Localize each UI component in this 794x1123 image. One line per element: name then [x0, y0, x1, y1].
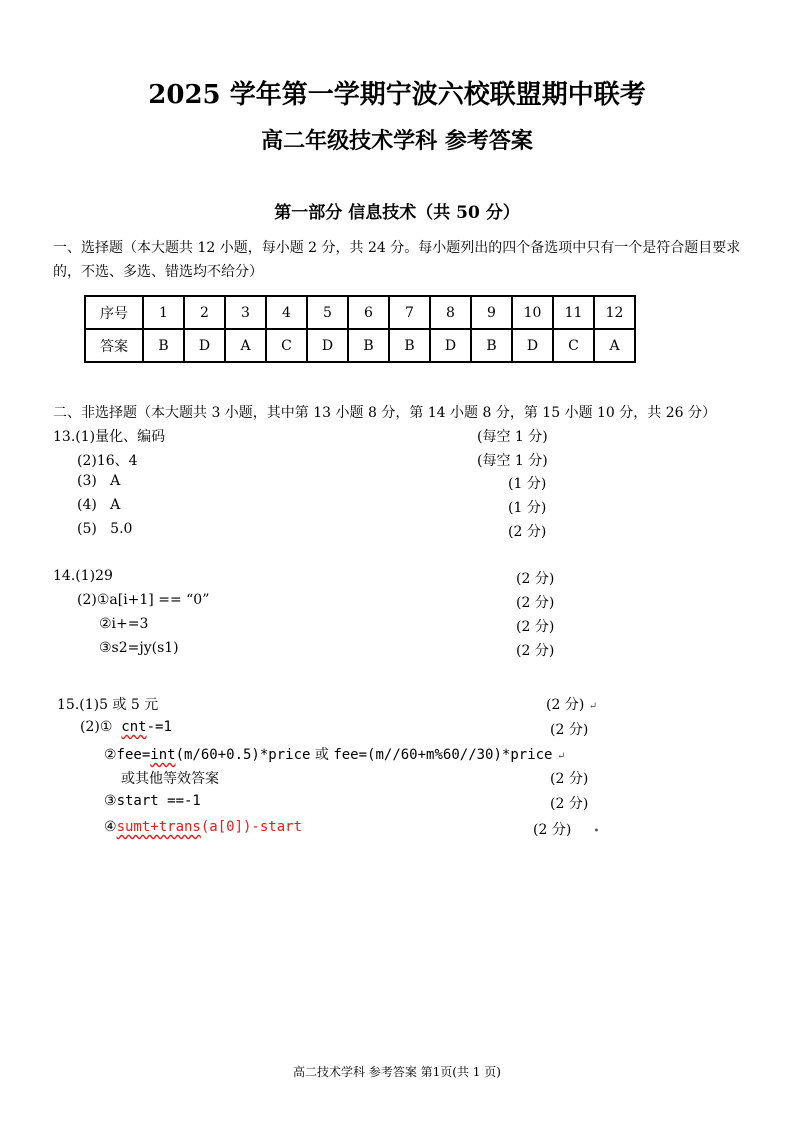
- q15-line-3: [104, 744, 565, 764]
- answer-table: [84, 295, 636, 363]
- q15-score-6-text: (2 分): [533, 822, 572, 838]
- question-number: 3: [225, 296, 266, 329]
- q15-score-6: [533, 819, 599, 839]
- section2-instructions: 二、非选择题（本大题共 3 小题，其中第 13 小题 8 分，第 14 小题 8 分，第 15 小题 10 分，共 26 分）: [53, 405, 716, 421]
- table-row-label: 序号: [85, 296, 143, 329]
- q14-score-1: (2 分): [516, 571, 555, 587]
- q13-answer-1: 13.(1)量化、编码: [53, 429, 166, 445]
- q15-line-6: [104, 819, 302, 835]
- code-int: int: [150, 747, 176, 763]
- answer-cell: A: [225, 329, 266, 362]
- answer-cell: B: [471, 329, 512, 362]
- q15-prefix-2: (2)①: [80, 719, 113, 735]
- q13-score-1: (每空 1 分): [477, 429, 548, 445]
- answer-cell: B: [389, 329, 430, 362]
- q13-score-3: (1 分): [508, 476, 547, 492]
- q14-answer-3: ②i+=3: [99, 616, 149, 632]
- anchor-dot-icon: •: [593, 826, 600, 837]
- paragraph-mark-icon: ↵: [588, 701, 598, 712]
- page-subtitle: 高二年级技术学科 参考答案: [261, 128, 533, 154]
- table-row: [85, 296, 635, 329]
- q14-answer-2: (2)①a[i+1] == “0”: [77, 592, 210, 608]
- q13-answer-4: (4) A: [77, 497, 121, 513]
- q15-line-2: [80, 719, 172, 735]
- q13-score-4: (1 分): [508, 500, 547, 516]
- part-one-title: 第一部分 信息技术（共 50 分）: [274, 203, 520, 223]
- q15-prefix-6: ④: [104, 819, 117, 835]
- question-number: 10: [512, 296, 553, 329]
- paragraph-mark-icon: ↵: [556, 751, 566, 762]
- q13-score-5: (2 分): [508, 524, 547, 540]
- code-fee-alt: fee=(m//60+m%60//30)*price: [333, 747, 553, 763]
- table-row: [85, 329, 635, 362]
- answer-cell: C: [553, 329, 594, 362]
- q15-score-1: [546, 694, 597, 714]
- q15-prefix-5: ③: [104, 793, 117, 809]
- code-fee-prefix: ②fee=: [104, 747, 151, 763]
- answer-cell: D: [184, 329, 225, 362]
- code-cnt-underlined: cnt: [121, 719, 147, 735]
- answer-cell: B: [143, 329, 184, 362]
- q14-answer-4: ③s2=jy(s1): [99, 640, 179, 656]
- code-sumt-trans: sumt+trans: [116, 819, 201, 835]
- code-sumt-rest: (a[0])-start: [200, 819, 303, 835]
- question-number: 1: [143, 296, 184, 329]
- question-number: 4: [266, 296, 307, 329]
- section1-instructions: 一、选择题（本大题共 12 小题，每小题 2 分，共 24 分。每小题列出的四个备选项中只有一个是符合题目要求的，不选、多选、错选均不给分）: [53, 240, 741, 280]
- q13-score-2: (每空 1 分): [477, 453, 548, 469]
- q13-answer-3: (3) A: [77, 473, 121, 489]
- answer-cell: A: [594, 329, 635, 362]
- q14-score-2: (2 分): [516, 595, 555, 611]
- q15-line-4: 或其他等效答案: [121, 771, 219, 787]
- answer-cell: D: [512, 329, 553, 362]
- q15-line-1: [57, 694, 158, 714]
- code-start: start ==-1: [116, 793, 201, 809]
- q15-score-5: (2 分): [550, 796, 589, 812]
- question-number: 6: [348, 296, 389, 329]
- q15-answer-1: 5 或 5 元: [99, 697, 159, 713]
- q14-score-3: (2 分): [516, 619, 555, 635]
- answer-cell: C: [266, 329, 307, 362]
- table-row-label: 答案: [85, 329, 143, 362]
- or-text: 或: [310, 747, 334, 763]
- q15-score-2: (2 分): [550, 722, 589, 738]
- question-number: 9: [471, 296, 512, 329]
- question-number: 8: [430, 296, 471, 329]
- q15-line-5: [104, 793, 201, 809]
- q15-score-4: (2 分): [550, 771, 589, 787]
- page-title: 2025 学年第一学期宁波六校联盟期中联考: [148, 80, 646, 110]
- q14-score-4: (2 分): [516, 643, 555, 659]
- q13-answer-5: (5) 5.0: [77, 521, 133, 537]
- question-number: 5: [307, 296, 348, 329]
- q15-prefix: 15.(1): [57, 697, 100, 713]
- q13-answer-2: (2)16、4: [77, 453, 138, 469]
- answer-cell: D: [307, 329, 348, 362]
- code-cnt-op: -=1: [146, 719, 172, 735]
- question-number: 11: [553, 296, 594, 329]
- q15-score-1-text: (2 分): [546, 697, 585, 713]
- answer-cell: D: [430, 329, 471, 362]
- question-number: 2: [184, 296, 225, 329]
- question-number: 7: [389, 296, 430, 329]
- answer-cell: B: [348, 329, 389, 362]
- q14-answer-1: 14.(1)29: [53, 568, 113, 584]
- question-number: 12: [594, 296, 635, 329]
- page-footer: 高二技术学科 参考答案 第1页(共 1 页): [293, 1065, 501, 1079]
- code-cnt: [121, 719, 172, 735]
- code-fee-expr: (m/60+0.5)*price: [175, 747, 311, 763]
